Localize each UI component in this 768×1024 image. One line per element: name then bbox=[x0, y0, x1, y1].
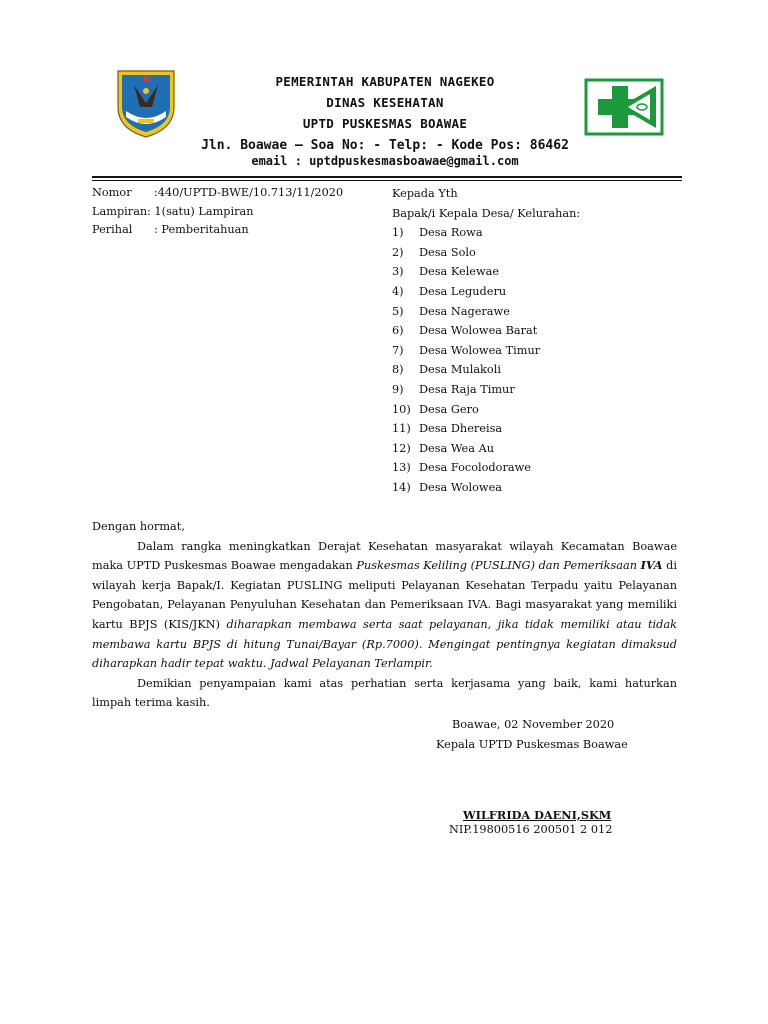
addressee-heading: Kepada Yth bbox=[392, 187, 458, 200]
signature-nip: NIP.19800516 200501 2 012 bbox=[449, 823, 613, 836]
list-item: 3) Desa Kelewae bbox=[392, 265, 500, 279]
list-item: 7) Desa Wolowea Timur bbox=[392, 343, 541, 357]
body-paragraph-2: Demikian penyampaian kami atas perhatian serta kerjasama yang baik, kami haturkan limpah terima kasih. bbox=[92, 676, 677, 710]
list-item: 6) Desa Wolowea Barat bbox=[392, 324, 538, 338]
list-item: 13) Desa Focolodorawe bbox=[392, 461, 531, 475]
letterhead-government: PEMERINTAH KABUPATEN NAGEKEO bbox=[275, 74, 495, 89]
letterhead-rule-thick bbox=[92, 176, 682, 178]
signature-place-date: Boawae, 02 November 2020 bbox=[452, 718, 615, 731]
nagekeo-emblem-icon bbox=[112, 67, 180, 139]
letterhead-unit: UPTD PUSKESMAS BOAWAE bbox=[302, 116, 468, 131]
letter-meta bbox=[92, 184, 343, 240]
addressee-block bbox=[392, 184, 580, 498]
signature-name: WILFRIDA DAENI,SKM bbox=[463, 808, 612, 822]
signature-title: Kepala UPTD Puskesmas Boawae bbox=[436, 738, 628, 751]
list-item: 11) Desa Dhereisa bbox=[392, 422, 503, 436]
letterhead bbox=[190, 71, 580, 169]
list-item: 12) Desa Wea Au bbox=[392, 441, 495, 455]
list-item: 2) Desa Solo bbox=[392, 245, 476, 259]
list-item: 14) Desa Wolowea bbox=[392, 480, 503, 494]
list-item: 10) Desa Gero bbox=[392, 402, 479, 416]
meta-nomor: Nomor :440/UPTD-BWE/10.713/11/2020 bbox=[92, 186, 344, 199]
letterhead-email: email : uptdpuskesmasboawae@gmail.com bbox=[251, 154, 519, 168]
list-item: 1) Desa Rowa bbox=[392, 226, 483, 240]
letter-body bbox=[92, 517, 677, 713]
list-item: 5) Desa Nagerawe bbox=[392, 304, 510, 318]
list-item: 4) Desa Leguderu bbox=[392, 284, 507, 298]
puskesmas-logo-icon bbox=[584, 78, 664, 136]
meta-perihal: Perihal : Pemberitahuan bbox=[92, 223, 249, 236]
greeting: Dengan hormat, bbox=[92, 520, 185, 533]
letterhead-rule-thin bbox=[92, 180, 682, 181]
meta-lampiran: Lampiran: 1(satu) Lampiran bbox=[92, 204, 254, 218]
body-paragraph-1: Dalam rangka meningkatkan Derajat Kesehatan masyarakat wilayah Kecamatan Boawae maka UPTD Puskesmas Boawae mengadakan Puskesmas Keliling (PUSLING) dan Pemeriksaan IVA di wilayah kerja Bapak/I. Kegiatan PUSLING meliputi Pelayanan Kesehatan Terpadu yaitu Pelayanan Pengobatan, Pelayanan Penyuluhan Kesehatan dan Pemeriksaan IVA. Bagi masyarakat yang memiliki kartu BPJS (KIS/JKN) diharapkan membawa serta saat pelayanan, jika tidak memiliki atau tidak membawa kartu BPJS di hitung Tunai/Bayar (Rp.7000). Mengingat pentingnya kegiatan dimaksud diharapkan hadir tepat waktu. Jadwal Pelayanan Terlampir. bbox=[92, 539, 677, 671]
letterhead-address: Jln. Boawae – Soa No: - Telp: - Kode Pos: 86462 bbox=[201, 138, 569, 153]
letterhead-department: DINAS KESEHATAN bbox=[326, 95, 444, 110]
addressee-subheading: Bapak/i Kepala Desa/ Kelurahan: bbox=[392, 206, 581, 220]
list-item: 9) Desa Raja Timur bbox=[392, 382, 515, 396]
list-item: 8) Desa Mulakoli bbox=[392, 363, 501, 377]
